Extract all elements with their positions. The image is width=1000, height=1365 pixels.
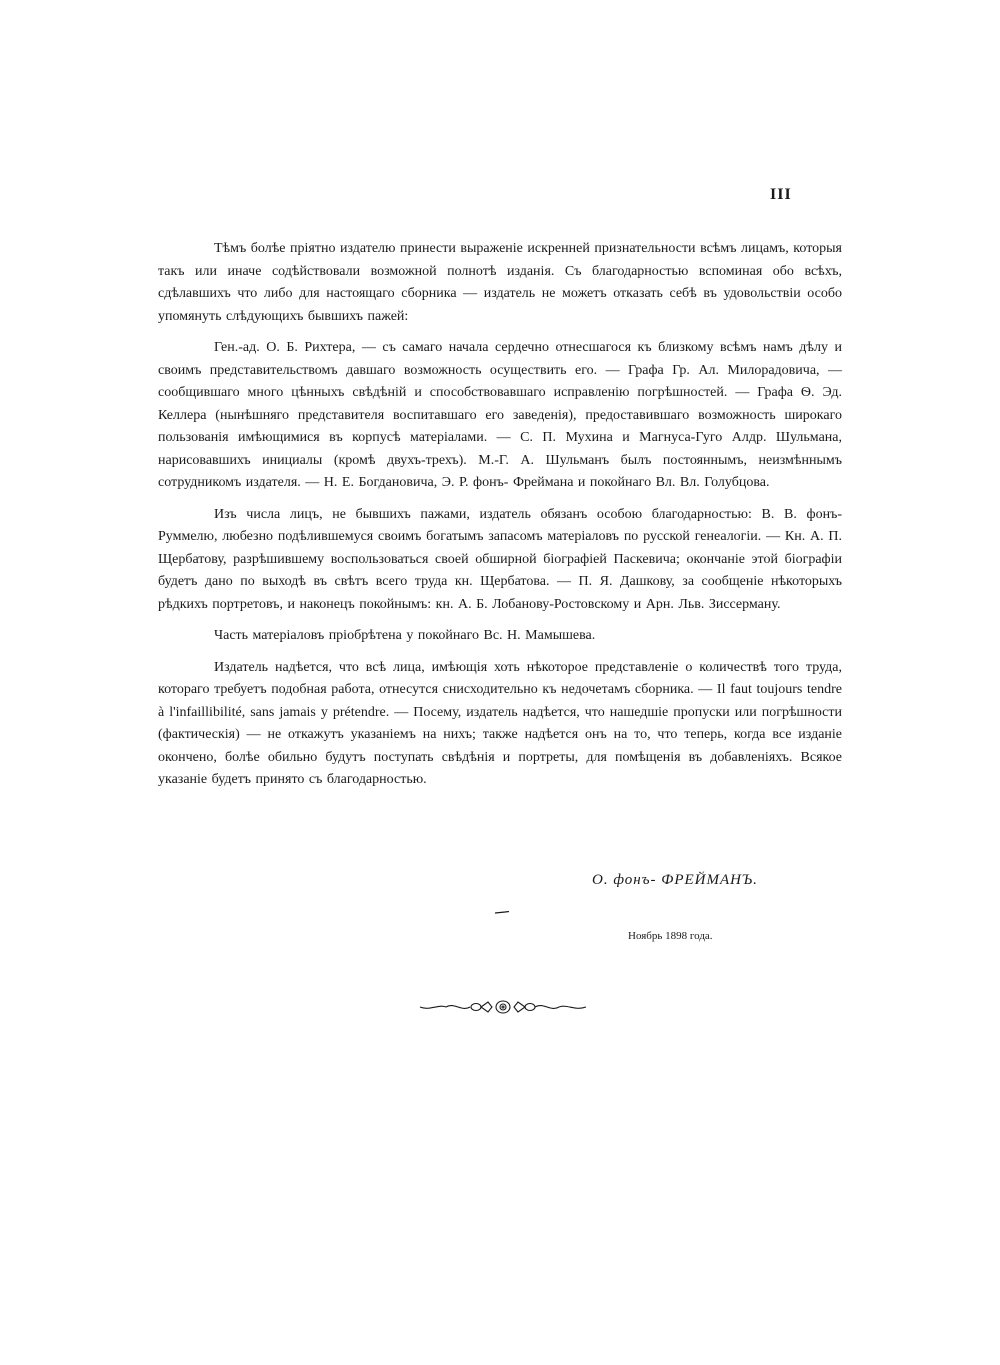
date-line: Ноябрь 1898 года.: [628, 930, 713, 942]
ink-mark-icon: [495, 911, 509, 914]
paragraph-closing-remarks: Издатель надѣется, что всѣ лица, имѣющія хоть нѣкоторое представленіе о количествѣ того труда, котораго требуетъ подобная работа, отнесутся снисходительно къ недочетамъ сборника. — Il faut toujours tendre à l'infaillibilité, sans jamais y prétendre. — Посему, издатель надѣется, что нашедшіе пропуски или погрѣшности (фактическія) — не откажутъ указаніемъ на нихъ; также надѣется онъ на то, что теперь, когда все изданіе окончено, болѣе обильно будутъ поступать свѣдѣнія и портреты, для помѣщенія въ добавленіяхъ. Всякое указаніе будетъ принято съ благодарностью.: [158, 659, 842, 787]
decorative-ornament-icon: [418, 996, 588, 1018]
paragraph-acknowledgement-intro: Тѣмъ болѣе пріятно издателю принести выраженіе искренней признательности всѣмъ лицамъ, которыя такъ или иначе содѣйствовали возможной полнотѣ изданія. Съ благодарностью вспоминая обо всѣхъ, сдѣлавшихъ что либо для настоящаго сборника — издатель не можетъ отказать себѣ въ удовольствіи особо упомянуть слѣдующихъ бывшихъ пажей:: [158, 241, 842, 324]
page-number: III: [770, 186, 792, 203]
signature: О. фонъ- ФРЕЙМАНЪ.: [592, 872, 758, 888]
body-text: [158, 238, 842, 801]
paragraph-non-pages: Изъ числа лицъ, не бывшихъ пажами, издатель обязанъ особою благодарностью: В. В. фонъ- Руммелю, любезно подѣлившемуся своимъ богатымъ запасомъ матеріаловъ по русской генеалогіи. — Кн. А. П. Щербатову, разрѣшившему воспользоваться своей обширной біографіей Паскевича; окончаніе этой біографіи будетъ дано по выходѣ въ свѣтъ всего труда кн. Щербатова. — П. Я. Дашкову, за сообщеніе нѣкоторыхъ рѣдкихъ портретовъ, и наконецъ покойнымъ: кн. А. Б. Лобанову-Ростовскому и Арн. Льв. Зиссерману.: [158, 506, 842, 612]
paragraph-former-pages: Ген.-ад. О. Б. Рихтера, — съ самаго начала сердечно отнесшагося къ близкому всѣмъ намъ дѣлу и своимъ представительствомъ давшаго возможность осуществить его. — Графа Гр. Ал. Милорадовича, — сообщившаго много цѣнныхъ свѣдѣній и способствовавшаго исправленію погрѣшностей. — Графа Ѳ. Эд. Келлера (нынѣшняго представителя воспитавшаго его заведенія), предоставившаго возможность широкаго пользованія имѣющимися въ корпусѣ матеріалами. — С. П. Мухина и Магнуса-Гуго Алдр. Шульмана, нарисовавшихъ инициалы (кромѣ двухъ-трехъ). М.-Г. А. Шульманъ былъ постояннымъ, неизмѣннымъ сотрудникомъ издателя. — Н. Е. Богдановича, Э. Р. фонъ- Фреймана и покойнаго Вл. Вл. Голубцова.: [158, 340, 842, 490]
paragraph-materials-source: Часть матеріаловъ пріобрѣтена у покойнаго Вс. Н. Мамышева.: [214, 628, 596, 643]
